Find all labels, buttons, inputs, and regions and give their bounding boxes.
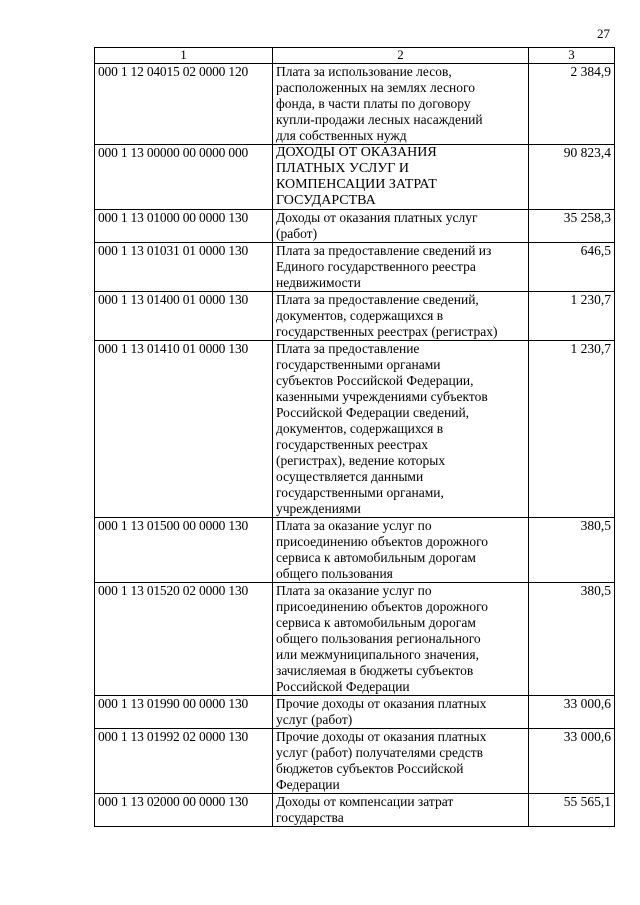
table-row: [95, 729, 615, 794]
revenue-name: Плата за предоставление государственными органами субъектов Российской Федерации, казенными учреждениями субъектов Российской Федерации сведений, документов, содержащихся в государственных реестрах (регистрах), ведение которых осуществляется данными государственными органами, учреждениями: [273, 341, 529, 518]
revenue-name: Доходы от компенсации затрат государства: [273, 794, 529, 827]
table-row: [95, 583, 615, 696]
table-row: [95, 292, 615, 341]
budget-classification-code: 000 1 13 01992 02 0000 130: [95, 729, 273, 794]
table-row: [95, 145, 615, 210]
column-header-name: 2: [273, 48, 529, 64]
table-body: [95, 64, 615, 827]
budget-classification-code: 000 1 13 01990 00 0000 130: [95, 696, 273, 729]
budget-classification-code: 000 1 13 01520 02 0000 130: [95, 583, 273, 696]
revenue-amount: 2 384,9: [529, 64, 615, 145]
table-row: [95, 210, 615, 243]
budget-classification-code: 000 1 13 01500 00 0000 130: [95, 518, 273, 583]
budget-classification-code: 000 1 13 01400 01 0000 130: [95, 292, 273, 341]
revenue-name: Доходы от оказания платных услуг (работ): [273, 210, 529, 243]
revenue-name: Плата за оказание услуг по присоединению объектов дорожного сервиса к автомобильным дорогам общего пользования регионального или межмуниципального значения, зачисляемая в бюджеты субъектов Российской Федерации: [273, 583, 529, 696]
revenue-amount: 35 258,3: [529, 210, 615, 243]
revenue-name: Плата за предоставление сведений из Единого государственного реестра недвижимости: [273, 243, 529, 292]
column-header-amount: 3: [529, 48, 615, 64]
revenue-amount: 33 000,6: [529, 696, 615, 729]
revenue-name: Плата за предоставление сведений, документов, содержащихся в государственных реестрах (регистрах): [273, 292, 529, 341]
revenue-amount: 646,5: [529, 243, 615, 292]
revenue-name: Прочие доходы от оказания платных услуг (работ) получателями средств бюджетов субъектов Российской Федерации: [273, 729, 529, 794]
revenue-amount: 1 230,7: [529, 341, 615, 518]
budget-revenue-table: [94, 47, 615, 827]
revenue-amount: 1 230,7: [529, 292, 615, 341]
budget-classification-code: 000 1 13 01031 01 0000 130: [95, 243, 273, 292]
revenue-name: ДОХОДЫ ОТ ОКАЗАНИЯ ПЛАТНЫХ УСЛУГ И КОМПЕНСАЦИИ ЗАТРАТ ГОСУДАРСТВА: [273, 145, 529, 210]
table-row: [95, 696, 615, 729]
revenue-amount: 380,5: [529, 518, 615, 583]
table-row: [95, 243, 615, 292]
revenue-amount: 33 000,6: [529, 729, 615, 794]
table-row: [95, 518, 615, 583]
table-row: [95, 794, 615, 827]
revenue-name: Прочие доходы от оказания платных услуг (работ): [273, 696, 529, 729]
table-row: [95, 64, 615, 145]
budget-classification-code: 000 1 13 00000 00 0000 000: [95, 145, 273, 210]
page-number: 27: [597, 26, 610, 41]
revenue-name: Плата за использование лесов, расположенных на землях лесного фонда, в части платы по договору купли-продажи лесных насаждений для собственных нужд: [273, 64, 529, 145]
revenue-name: Плата за оказание услуг по присоединению объектов дорожного сервиса к автомобильным дорогам общего пользования: [273, 518, 529, 583]
table-header: [95, 48, 615, 64]
revenue-amount: 380,5: [529, 583, 615, 696]
revenue-amount: 90 823,4: [529, 145, 615, 210]
budget-classification-code: 000 1 13 02000 00 0000 130: [95, 794, 273, 827]
table-row: [95, 341, 615, 518]
column-header-code: 1: [95, 48, 273, 64]
budget-classification-code: 000 1 12 04015 02 0000 120: [95, 64, 273, 145]
budget-classification-code: 000 1 13 01410 01 0000 130: [95, 341, 273, 518]
header-row: [95, 48, 615, 64]
revenue-amount: 55 565,1: [529, 794, 615, 827]
budget-classification-code: 000 1 13 01000 00 0000 130: [95, 210, 273, 243]
